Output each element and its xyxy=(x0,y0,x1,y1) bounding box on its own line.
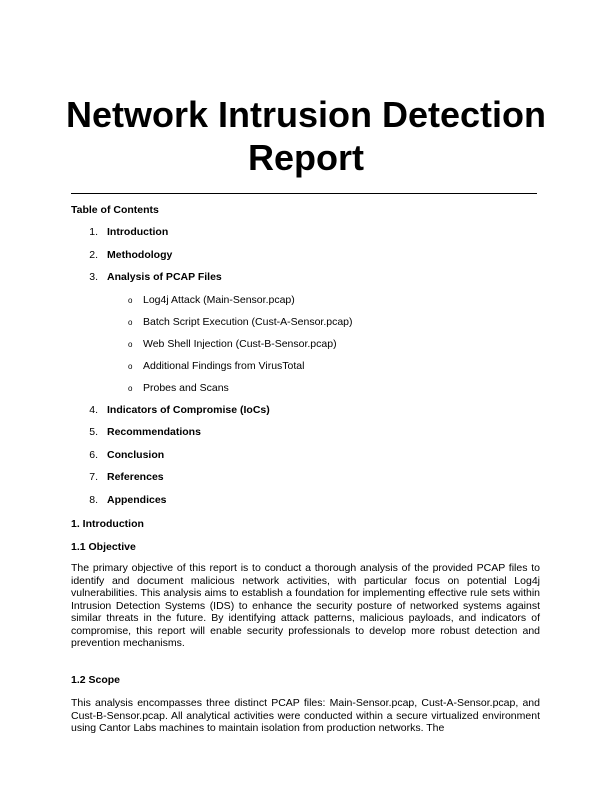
scope-paragraph: This analysis encompasses three distinct PCAP files: Main-Sensor.pcap, Cust-A-Sensor.pcap, and Cust-B-Sensor.pcap. All analytical activities were conducted within a secure virtualized environment using Cantor Labs machines to maintain isolation from production networks. The xyxy=(71,697,540,734)
toc-item-references: 7. References xyxy=(89,471,164,483)
toc-item-conclusion: 6. Conclusion xyxy=(89,448,165,461)
toc-subitem: o Log4j Attack (Main-Sensor.pcap) xyxy=(128,293,295,306)
toc-item-introduction: 1. Introduction xyxy=(89,226,169,238)
toc-item-recommendations: 5. Recommendations xyxy=(89,426,201,438)
toc-item-appendices: 8. Appendices xyxy=(89,493,167,506)
bullet-icon: o xyxy=(128,361,133,371)
report-title: Network Intrusion Detection Report xyxy=(65,94,547,178)
bullet-icon: o xyxy=(128,339,133,349)
subsection-heading-scope: 1.2 Scope xyxy=(71,674,121,686)
bullet-icon: o xyxy=(128,295,133,305)
title-divider xyxy=(71,193,537,194)
objective-paragraph: The primary objective of this report is to conduct a thorough analysis of the provided PCAP files to identify and document malicious network activities, with particular focus on potential Log4j vulnerabilities. This analysis aims to establish a foundation for implementing effective rule sets within Intrusion Detection Systems (IDS) to enhance the security posture of networked systems against similar threats in the future. By identifying attack patterns, malicious payloads, and indicators of compromise, this report will enable security professionals to develop more robust detection and prevention mechanisms. xyxy=(71,562,540,649)
bullet-icon: o xyxy=(128,383,133,393)
section-heading-introduction: 1. Introduction xyxy=(71,518,144,530)
toc-subitem: o Probes and Scans xyxy=(128,381,229,394)
subsection-heading-objective: 1.1 Objective xyxy=(71,541,136,553)
bullet-icon: o xyxy=(128,317,133,327)
toc-heading: Table of Contents xyxy=(71,204,159,216)
toc-subitem: o Additional Findings from VirusTotal xyxy=(128,359,305,372)
toc-item-iocs: 4. Indicators of Compromise (IoCs) xyxy=(89,403,270,416)
toc-item-methodology: 2. Methodology xyxy=(89,248,173,261)
table-of-contents xyxy=(0,226,612,516)
toc-subitem: o Batch Script Execution (Cust-A-Sensor.pcap) xyxy=(128,315,353,328)
toc-item-analysis: 3. Analysis of PCAP Files xyxy=(89,271,222,283)
toc-subitem: o Web Shell Injection (Cust-B-Sensor.pcap) xyxy=(128,337,337,350)
